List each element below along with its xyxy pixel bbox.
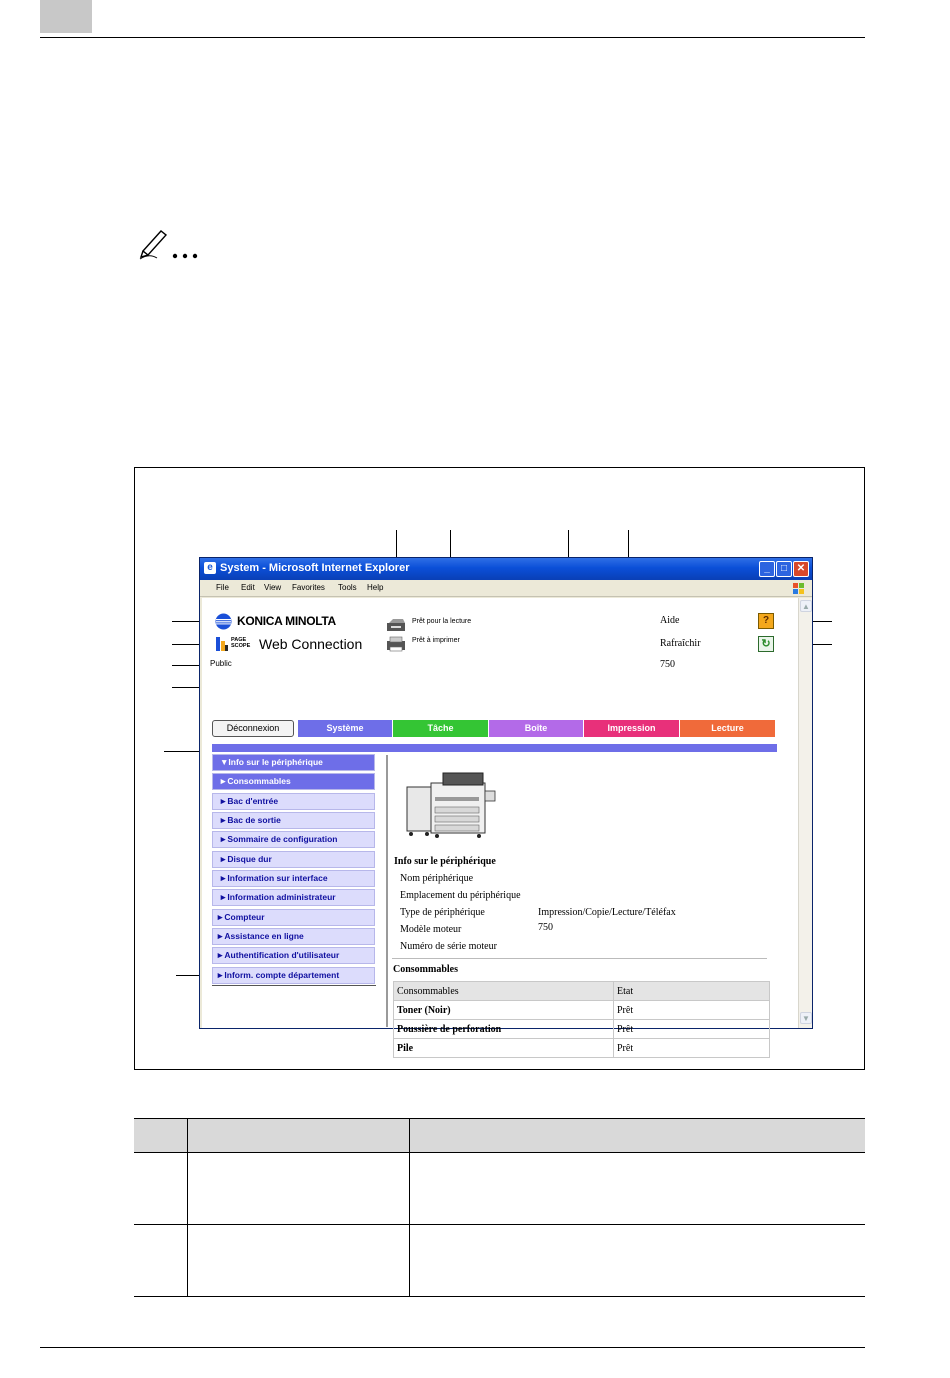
refresh-icon[interactable]: ↻ bbox=[758, 636, 774, 652]
table-cell bbox=[134, 1153, 187, 1225]
status-print: Prêt à imprimer bbox=[412, 637, 460, 644]
refresh-label[interactable]: Rafraîchir bbox=[660, 638, 701, 649]
content-divider bbox=[386, 755, 388, 1027]
consumable-item: Toner (Noir) bbox=[394, 1001, 614, 1020]
device-info-label: Modèle moteur bbox=[400, 924, 462, 935]
browser-title: System - Microsoft Internet Explorer bbox=[220, 562, 410, 574]
page-corner-tab bbox=[40, 0, 92, 33]
logout-button[interactable]: Déconnexion bbox=[212, 720, 294, 737]
consumables-table bbox=[393, 981, 770, 1058]
tab-lecture[interactable]: Lecture bbox=[680, 720, 775, 737]
sidebar-item-config-summary[interactable]: ►Sommaire de configuration bbox=[212, 831, 375, 848]
vertical-scrollbar[interactable] bbox=[798, 598, 812, 1028]
col-header-number bbox=[134, 1119, 187, 1153]
table-row bbox=[394, 1039, 770, 1058]
page-content bbox=[202, 598, 798, 1054]
mfp-device-image bbox=[405, 771, 497, 841]
sidebar-item-account-info[interactable]: ►Inform. compte département bbox=[212, 967, 375, 984]
device-info-label: Nom périphérique bbox=[400, 873, 474, 884]
tab-systeme[interactable]: Système bbox=[298, 720, 392, 737]
sidebar-item-interface-info[interactable]: ►Information sur interface bbox=[212, 870, 375, 887]
table-row bbox=[394, 1020, 770, 1039]
menu-view[interactable]: View bbox=[264, 583, 282, 592]
menu-tools[interactable]: Tools bbox=[338, 583, 357, 592]
tab-underline-bar bbox=[212, 744, 777, 752]
sidebar-bottom-rule bbox=[212, 985, 376, 986]
note-pencil-icon bbox=[135, 223, 205, 263]
tab-impression[interactable]: Impression bbox=[584, 720, 679, 737]
table-row bbox=[134, 1225, 865, 1297]
help-label[interactable]: Aide bbox=[660, 615, 680, 626]
menu-favorites[interactable]: Favorites bbox=[292, 583, 325, 592]
device-info-label: Emplacement du périphérique bbox=[400, 890, 521, 901]
table-row bbox=[394, 1001, 770, 1020]
tab-tache[interactable]: Tâche bbox=[393, 720, 488, 737]
scroll-up-icon[interactable]: ▲ bbox=[800, 600, 812, 612]
consumable-state: Prêt bbox=[614, 1001, 770, 1020]
header-rule bbox=[40, 37, 865, 38]
sidebar-item-admin-info[interactable]: ►Information administrateur bbox=[212, 889, 375, 906]
help-icon[interactable]: ? bbox=[758, 613, 774, 629]
sidebar-item-output-tray[interactable]: ►Bac de sortie bbox=[212, 812, 375, 829]
menu-file[interactable]: File bbox=[216, 583, 229, 592]
maximize-button[interactable]: □ bbox=[776, 561, 792, 577]
consumable-state: Prêt bbox=[614, 1039, 770, 1058]
col-header-state: Etat bbox=[614, 982, 770, 1001]
device-info-heading: Info sur le périphérique bbox=[394, 856, 496, 867]
printer-status-icon bbox=[385, 636, 407, 652]
device-info-label: Numéro de série moteur bbox=[400, 941, 497, 952]
sidebar-item-consumables[interactable]: ►Consommables bbox=[212, 773, 375, 790]
sidebar-item-counter[interactable]: ►Compteur bbox=[212, 909, 375, 926]
browser-menubar bbox=[200, 580, 812, 597]
windows-logo-icon bbox=[792, 582, 806, 595]
close-button[interactable]: ✕ bbox=[793, 561, 809, 577]
section-rule bbox=[392, 958, 767, 959]
menu-help[interactable]: Help bbox=[367, 583, 384, 592]
col-header-item bbox=[187, 1119, 409, 1153]
table-header-row bbox=[134, 1119, 865, 1153]
sidebar-item-input-tray[interactable]: ►Bac d'entrée bbox=[212, 793, 375, 810]
brand-name: KONICA MINOLTA bbox=[237, 614, 336, 628]
sidebar-item-device-info[interactable]: ▼Info sur le périphérique bbox=[212, 754, 375, 771]
konica-minolta-logo-icon bbox=[215, 613, 232, 630]
sidebar-item-hard-disk[interactable]: ►Disque dur bbox=[212, 851, 375, 868]
table-cell bbox=[409, 1225, 865, 1297]
browser-titlebar[interactable] bbox=[200, 558, 812, 580]
minimize-button[interactable]: _ bbox=[759, 561, 775, 577]
pagescope-logo-icon bbox=[215, 636, 229, 652]
device-info-value: 750 bbox=[538, 922, 553, 933]
tab-boite[interactable]: Boîte bbox=[489, 720, 583, 737]
menu-edit[interactable]: Edit bbox=[241, 583, 255, 592]
sidebar-item-user-auth[interactable]: ►Authentification d'utilisateur bbox=[212, 947, 375, 964]
consumables-heading: Consommables bbox=[393, 964, 459, 975]
consumable-item: Pile bbox=[394, 1039, 614, 1058]
device-info-value: Impression/Copie/Lecture/Téléfax bbox=[538, 907, 676, 918]
scroll-down-icon[interactable]: ▼ bbox=[800, 1012, 812, 1024]
table-header-row bbox=[394, 982, 770, 1001]
scanner-status-icon bbox=[385, 617, 407, 633]
table-cell bbox=[187, 1153, 409, 1225]
ie-app-icon: e bbox=[204, 562, 216, 574]
product-name: Web Connection bbox=[259, 636, 363, 652]
status-read: Prêt pour la lecture bbox=[412, 618, 472, 625]
device-info-label: Type de périphérique bbox=[400, 907, 485, 918]
table-cell bbox=[409, 1153, 865, 1225]
footer-rule bbox=[40, 1347, 865, 1348]
model-number: 750 bbox=[660, 659, 675, 670]
table-cell bbox=[187, 1225, 409, 1297]
table-row bbox=[134, 1153, 865, 1225]
user-mode: Public bbox=[210, 659, 232, 668]
sidebar-item-online-assistance[interactable]: ►Assistance en ligne bbox=[212, 928, 375, 945]
consumable-item: Poussière de perforation bbox=[394, 1020, 614, 1039]
browser-window bbox=[199, 557, 813, 1054]
description-table bbox=[134, 1118, 865, 1297]
pagescope-mark: PAGE SCOPE bbox=[231, 637, 251, 649]
col-header-description bbox=[409, 1119, 865, 1153]
table-cell bbox=[134, 1225, 187, 1297]
col-header-item: Consommables bbox=[394, 982, 614, 1001]
consumable-state: Prêt bbox=[614, 1020, 770, 1039]
